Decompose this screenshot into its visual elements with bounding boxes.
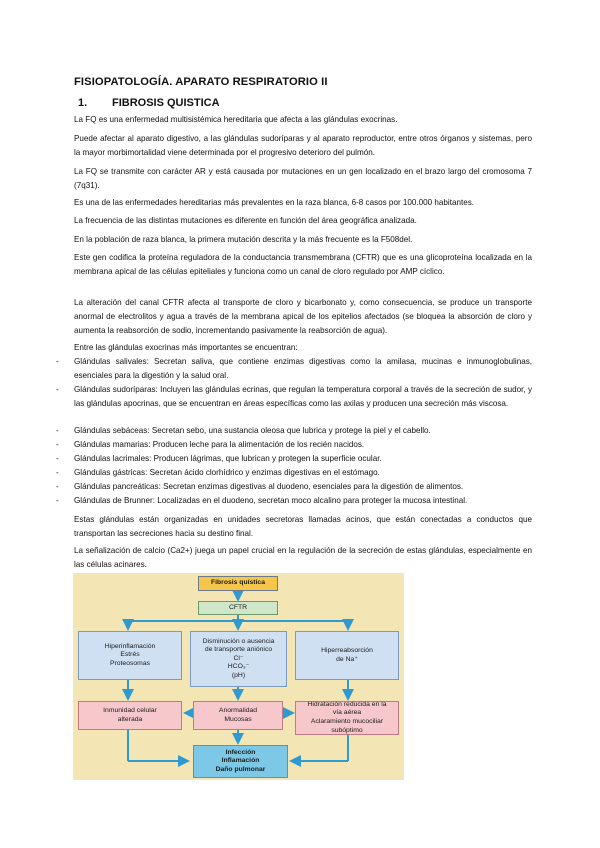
box-line: Hiperinflamación	[104, 642, 156, 650]
box-line: Cl⁻	[233, 654, 244, 662]
paragraph: La FQ es una enfermedad multisistémica hereditaria que afecta a las glándulas exocrinas.	[74, 115, 398, 124]
box-line: Estrés	[120, 651, 140, 659]
box-line: subóptimo	[331, 726, 363, 734]
paragraph: La alteración del canal CFTR afecta al transporte de cloro y bicarbonato y, como consecuencia, se produce un transporte anormal de electrolitos y agua a través de la membrana apical de los epitelios afectados (se bloquea la absorción de cloro y aumenta la reabsorción de sodio, incrementando pasivamente la reabsorción de agua).	[74, 298, 532, 336]
box-line: Infección	[225, 748, 256, 756]
box-fibrosis-quistica	[198, 576, 278, 591]
list-dash: -	[56, 468, 59, 477]
box-label: CFTR	[228, 603, 248, 611]
list-item	[56, 480, 532, 494]
list-dash: -	[56, 496, 59, 505]
box-line: Aclaramiento mucociliar	[310, 718, 384, 725]
paragraph: Estas glándulas están organizadas en unidades secretoras llamadas acinos, que están conectadas a conductos que transportan las secreciones hacia su destino final.	[74, 515, 532, 539]
paragraph: Este gen codifica la proteína reguladora de la conductancia transmembrana (CFTR) que es una glicoproteína localizada en la membrana apical de las células epiteliales y funciona como un canal de cloro regulado por AMP cíclico.	[74, 253, 532, 277]
list-item-text: Glándulas de Brunner: Localizadas en el duodeno, secretan moco alcalino para proteger la mucosa intestinal.	[74, 496, 468, 505]
list-dash: -	[56, 385, 59, 394]
paragraph: La frecuencia de las distintas mutaciones es diferente en función del área geográfica analizada.	[74, 216, 417, 225]
paragraph: Puede afectar al aparato digestivo, a las glándulas sudoríparas y al aparato reproductor, entre otros órganos y sistemas, pero la mayor morbimortalidad viene determinada por el progresivo deterioro del pulmón.	[74, 134, 532, 158]
box-line: Hidratación reducida en la	[307, 700, 387, 708]
box-line: Anormalidad	[218, 706, 258, 714]
list-item-text: Glándulas lacrimales: Producen lágrimas, que lubrican y protegen la superficie ocular.	[74, 454, 382, 463]
pathophysiology-diagram	[73, 573, 404, 780]
box-cftr	[198, 601, 278, 615]
box-line: HCO₃⁻	[227, 663, 250, 671]
list-dash: -	[56, 440, 59, 449]
section-title: FIBROSIS QUISTICA	[112, 97, 220, 109]
list-item-text: Glándulas mamarias: Producen leche para la alimentación de los recién nacidos.	[74, 440, 365, 449]
box-hidratacion-reducida	[295, 701, 399, 735]
box-line: vía aérea	[332, 709, 362, 717]
box-hiperinflamacion	[78, 631, 182, 680]
section-heading	[78, 97, 220, 109]
box-line: Inflamación	[221, 757, 260, 765]
paragraph: La señalización de calcio (Ca2+) juega un papel crucial en la regulación de la secreción de estas glándulas, especialmente en las células acinares.	[74, 546, 532, 570]
box-line: de transporte aniónico	[204, 646, 273, 654]
list-item-text: Glándulas sebáceas: Secretan sebo, una sustancia oleosa que lubrica y protege la piel y el cabello.	[74, 426, 431, 435]
list-item	[56, 355, 532, 383]
list-item	[56, 424, 532, 438]
document-title: FISIOPATOLOGÍA. APARATO RESPIRATORIO II	[74, 76, 328, 88]
box-line: de Na⁺	[336, 655, 358, 663]
list-dash: -	[56, 426, 59, 435]
box-inmunidad-celular	[78, 701, 182, 730]
list-item-text: Glándulas gástricas: Secretan ácido clorhídrico y enzimas digestivas en el estómago.	[74, 468, 380, 477]
box-anormalidad-mucosas	[193, 701, 283, 730]
list-item	[56, 494, 532, 508]
paragraph: Es una de las enfermedades hereditarias más prevalentes en la raza blanca, 6-8 casos por 100.000 habitantes.	[74, 198, 474, 207]
list-item	[56, 452, 532, 466]
paragraph: La FQ se transmite con carácter AR y está causada por mutaciones en un gen localizado en el brazo largo del cromosoma 7 (7q31).	[74, 167, 532, 191]
list-dash: -	[56, 357, 59, 366]
box-line: (pH)	[231, 671, 246, 679]
box-line: Disminución o ausencia	[202, 637, 275, 645]
box-hiperreabsorcion-na	[295, 631, 399, 680]
paragraph: Entre las glándulas exocrinas más importantes se encuentran:	[74, 343, 298, 352]
list-dash: -	[56, 454, 59, 463]
box-infeccion-dano	[193, 745, 288, 778]
box-line: Mucosas	[224, 715, 252, 723]
list-item	[56, 383, 532, 411]
box-line: Proteosomas	[109, 659, 151, 667]
list-item-text: Glándulas salivales: Secretan saliva, que contiene enzimas digestivas como la amilasa, mucinas e inmunoglobulinas, esenciales para la digestión y la salud oral.	[74, 357, 532, 381]
box-line: alterada	[117, 715, 143, 723]
paragraph: En la población de raza blanca, la primera mutación descrita y la más frecuente es la F508del.	[74, 235, 413, 244]
box-line: Hiperreabsorción	[321, 646, 373, 654]
box-label: Fibrosis quística	[210, 579, 265, 587]
list-item-text: Glándulas pancreáticas: Secretan enzimas digestivas al duodeno, esenciales para la digestión de alimentos.	[74, 482, 464, 491]
list-item-text: Glándulas sudoríparas: Incluyen las glándulas ecrinas, que regulan la temperatura corporal a través de la secreción de sudor, y las glándulas apocrinas, que se encuentran en áreas específicas como las axilas y producen una secreción más viscosa.	[74, 385, 532, 409]
box-line: Daño pulmonar	[215, 765, 266, 773]
box-line: Inmunidad celular	[103, 706, 157, 714]
list-dash: -	[56, 482, 59, 491]
box-transporte-anionico	[190, 631, 287, 687]
list-item	[56, 438, 532, 452]
section-number: 1.	[78, 97, 88, 109]
list-item	[56, 466, 532, 480]
